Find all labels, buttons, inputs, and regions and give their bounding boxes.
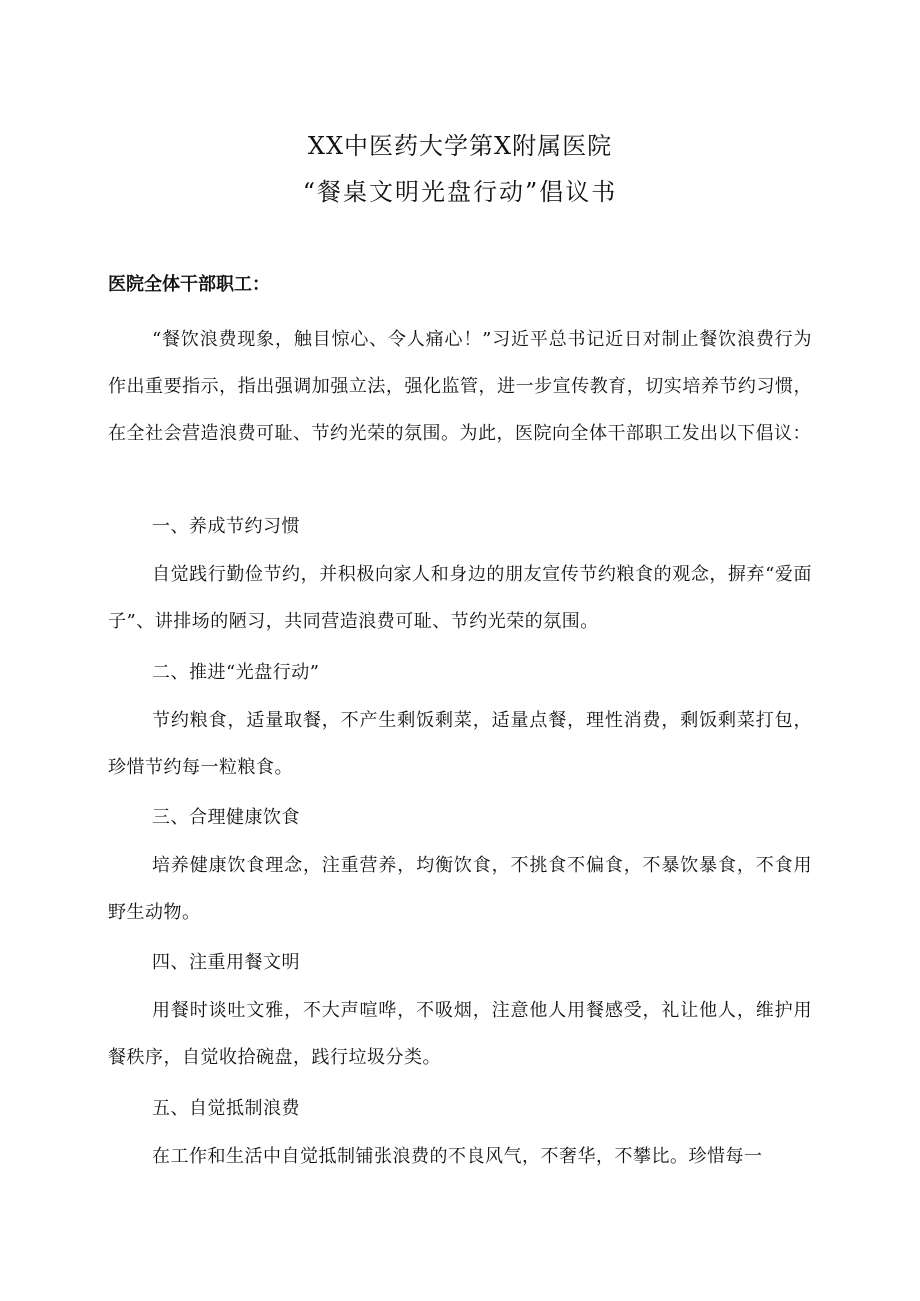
section-heading-3: 三、合理健康饮食 [152,807,300,828]
intro-paragraph: “餐饮浪费现象，触目惊心、令人痛心！”习近平总书记近日对制止餐饮浪费行为作出重要指示，指出强调加强立法，强化监管，进一步宣传教育，切实培养节约习惯，在全社会营造浪费可耻、节约光荣的氛围。为此，医院向全体干部职工发出以下倡议： [108,329,812,444]
section-heading-5: 五、自觉抵制浪费 [152,1098,300,1119]
section-body-1: 自觉践行勤俭节约，并积极向家人和身边的朋友宣传节约粮食的观念，摒弃“爱面子”、讲排场的陋习，共同营造浪费可耻、节约光荣的氛围。 [108,564,812,632]
document-title-line1: XX中医药大学第X附属医院 [307,132,613,160]
section-body-5: 在工作和生活中自觉抵制铺张浪费的不良风气，不奢华，不攀比。珍惜每一 [152,1146,763,1167]
section-heading-1: 一、养成节约习惯 [152,516,300,537]
section-heading-4: 四、注重用餐文明 [152,952,300,973]
section-heading-2: 二、推进“光盘行动” [152,662,320,683]
section-body-2: 节约粮食，适量取餐，不产生剩饭剩菜，适量点餐，理性消费，剩饭剩菜打包，珍惜节约每一粒粮食。 [108,710,812,778]
document-title-line2: “餐桌文明光盘行动”倡议书 [302,178,618,206]
section-body-3: 培养健康饮食理念，注重营养，均衡饮食，不挑食不偏食，不暴饮暴食，不食用野生动物。 [108,855,812,923]
salutation: 医院全体干部职工： [108,274,270,295]
section-body-4: 用餐时谈吐文雅，不大声喧哗，不吸烟，注意他人用餐感受，礼让他人，维护用餐秩序，自觉收拾碗盘，践行垃圾分类。 [108,1000,812,1068]
